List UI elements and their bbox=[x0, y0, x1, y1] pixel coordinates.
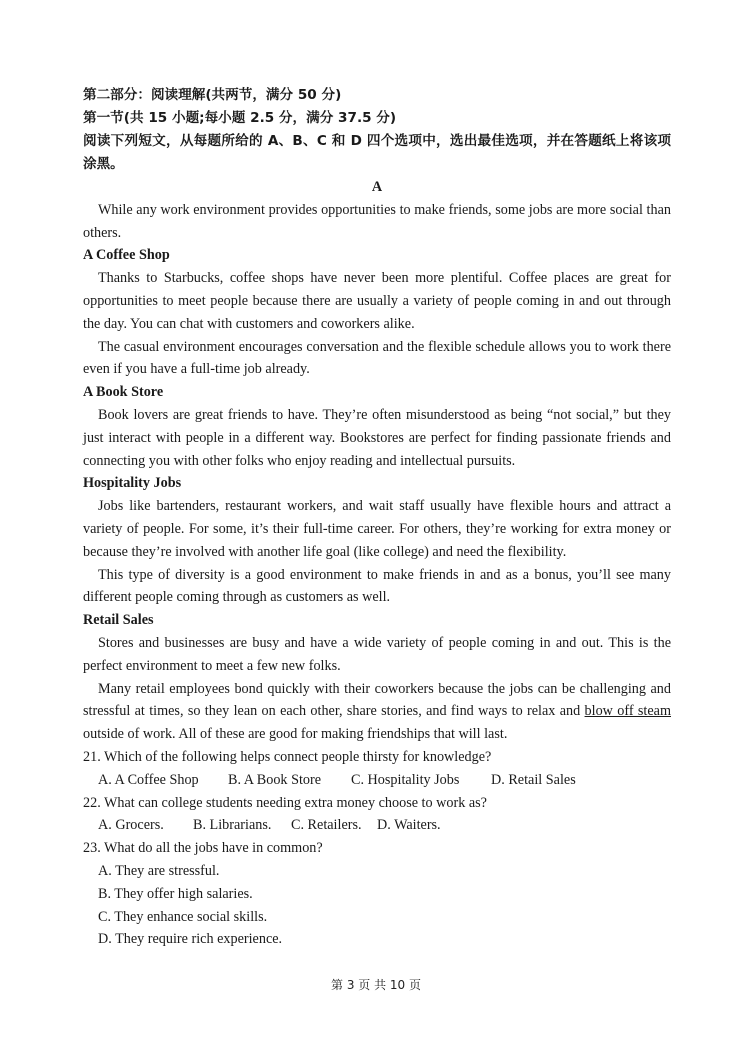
option-d: D. Waiters. bbox=[377, 817, 441, 834]
option-d: D. They require rich experience. bbox=[98, 931, 283, 948]
option-c: C. Retailers. bbox=[291, 817, 362, 834]
question-stem: 23. What do all the jobs have in common? bbox=[83, 840, 323, 857]
section-title: A Book Store bbox=[83, 384, 164, 401]
section-hospitality-jobs bbox=[83, 472, 671, 609]
question-21 bbox=[83, 746, 671, 792]
option-b: B. Librarians. bbox=[193, 817, 272, 834]
paragraph: Jobs like bartenders, restaurant workers, and wait staff usually have flexible hours and attract a variety of people. For some, it’s their full-time career. For others, they’re working for extra money or because they’re involved with another life goal (like college) and need the flexibility. bbox=[83, 498, 671, 560]
question-22 bbox=[83, 792, 671, 838]
option-a: A. A Coffee Shop bbox=[98, 771, 199, 788]
paragraph: Book lovers are great friends to have. They’re often misunderstood as being “not social,” but they just interact with people in a different way. Bookstores are perfect for finding passionate friends and connecting you with other folks who enjoy reading and intellectual pursuits. bbox=[83, 406, 671, 469]
section-title: Hospitality Jobs bbox=[83, 475, 182, 492]
section-title: A Coffee Shop bbox=[83, 247, 170, 264]
options-row bbox=[83, 814, 671, 837]
section-book-store bbox=[83, 381, 671, 472]
paragraph: This type of diversity is a good environment to make friends in and as a bonus, you’ll see many different people coming through as customers as well. bbox=[83, 566, 671, 606]
passage-intro: While any work environment provides opportunities to make friends, some jobs are more social than others. bbox=[83, 201, 671, 241]
options-row bbox=[83, 769, 671, 792]
paragraph: The casual environment encourages conversation and the flexible schedule allows you to work there even if you have a full-time job already. bbox=[83, 338, 671, 378]
instructions: 阅读下列短文，从每题所给的 A、B、C 和 D 四个选项中，选出最佳选项，并在答题纸上将该项涂黑。 bbox=[83, 133, 671, 172]
part-heading: 第二部分：阅读理解(共两节，满分 50 分) bbox=[83, 87, 342, 103]
exam-page bbox=[83, 84, 671, 951]
page-number: 第 3 页 共 10 页 bbox=[331, 978, 421, 992]
question-stem: 21. Which of the following helps connect people thirsty for knowledge? bbox=[83, 748, 492, 765]
section-heading: 第一节(共 15 小题;每小题 2.5 分，满分 37.5 分) bbox=[83, 110, 397, 126]
option-b: B. They offer high salaries. bbox=[98, 885, 253, 902]
paragraph: Stores and businesses are busy and have a wide variety of people coming in and out. This is the perfect environment to meet a few new folks. bbox=[83, 634, 671, 674]
option-a: A. Grocers. bbox=[98, 817, 164, 834]
paragraph bbox=[83, 678, 671, 746]
underlined-phrase: blow off steam bbox=[584, 703, 671, 720]
section-title: Retail Sales bbox=[83, 612, 154, 629]
option-c: C. They enhance social skills. bbox=[98, 908, 268, 925]
option-d: D. Retail Sales bbox=[491, 771, 576, 788]
passage-label: A bbox=[371, 179, 383, 195]
option-c: C. Hospitality Jobs bbox=[351, 771, 460, 788]
text-segment: Many retail employees bond quickly with their coworkers because the jobs can be challenging and stressful at times, so they lean on each other, share stories, and find ways to relax and bbox=[83, 680, 671, 720]
text-segment: outside of work. All of these are good for making friendships that will last. bbox=[83, 726, 508, 743]
paragraph: Thanks to Starbucks, coffee shops have never been more plentiful. Coffee places are great for opportunities to meet people because there are usually a variety of people coming in and out through the day. You can chat with customers and coworkers alike. bbox=[83, 270, 671, 332]
question-23 bbox=[83, 837, 671, 951]
option-a: A. They are stressful. bbox=[98, 862, 220, 879]
section-retail-sales bbox=[83, 609, 671, 746]
question-stem: 22. What can college students needing extra money choose to work as? bbox=[83, 794, 487, 811]
option-b: B. A Book Store bbox=[228, 771, 322, 788]
section-coffee-shop bbox=[83, 244, 671, 381]
